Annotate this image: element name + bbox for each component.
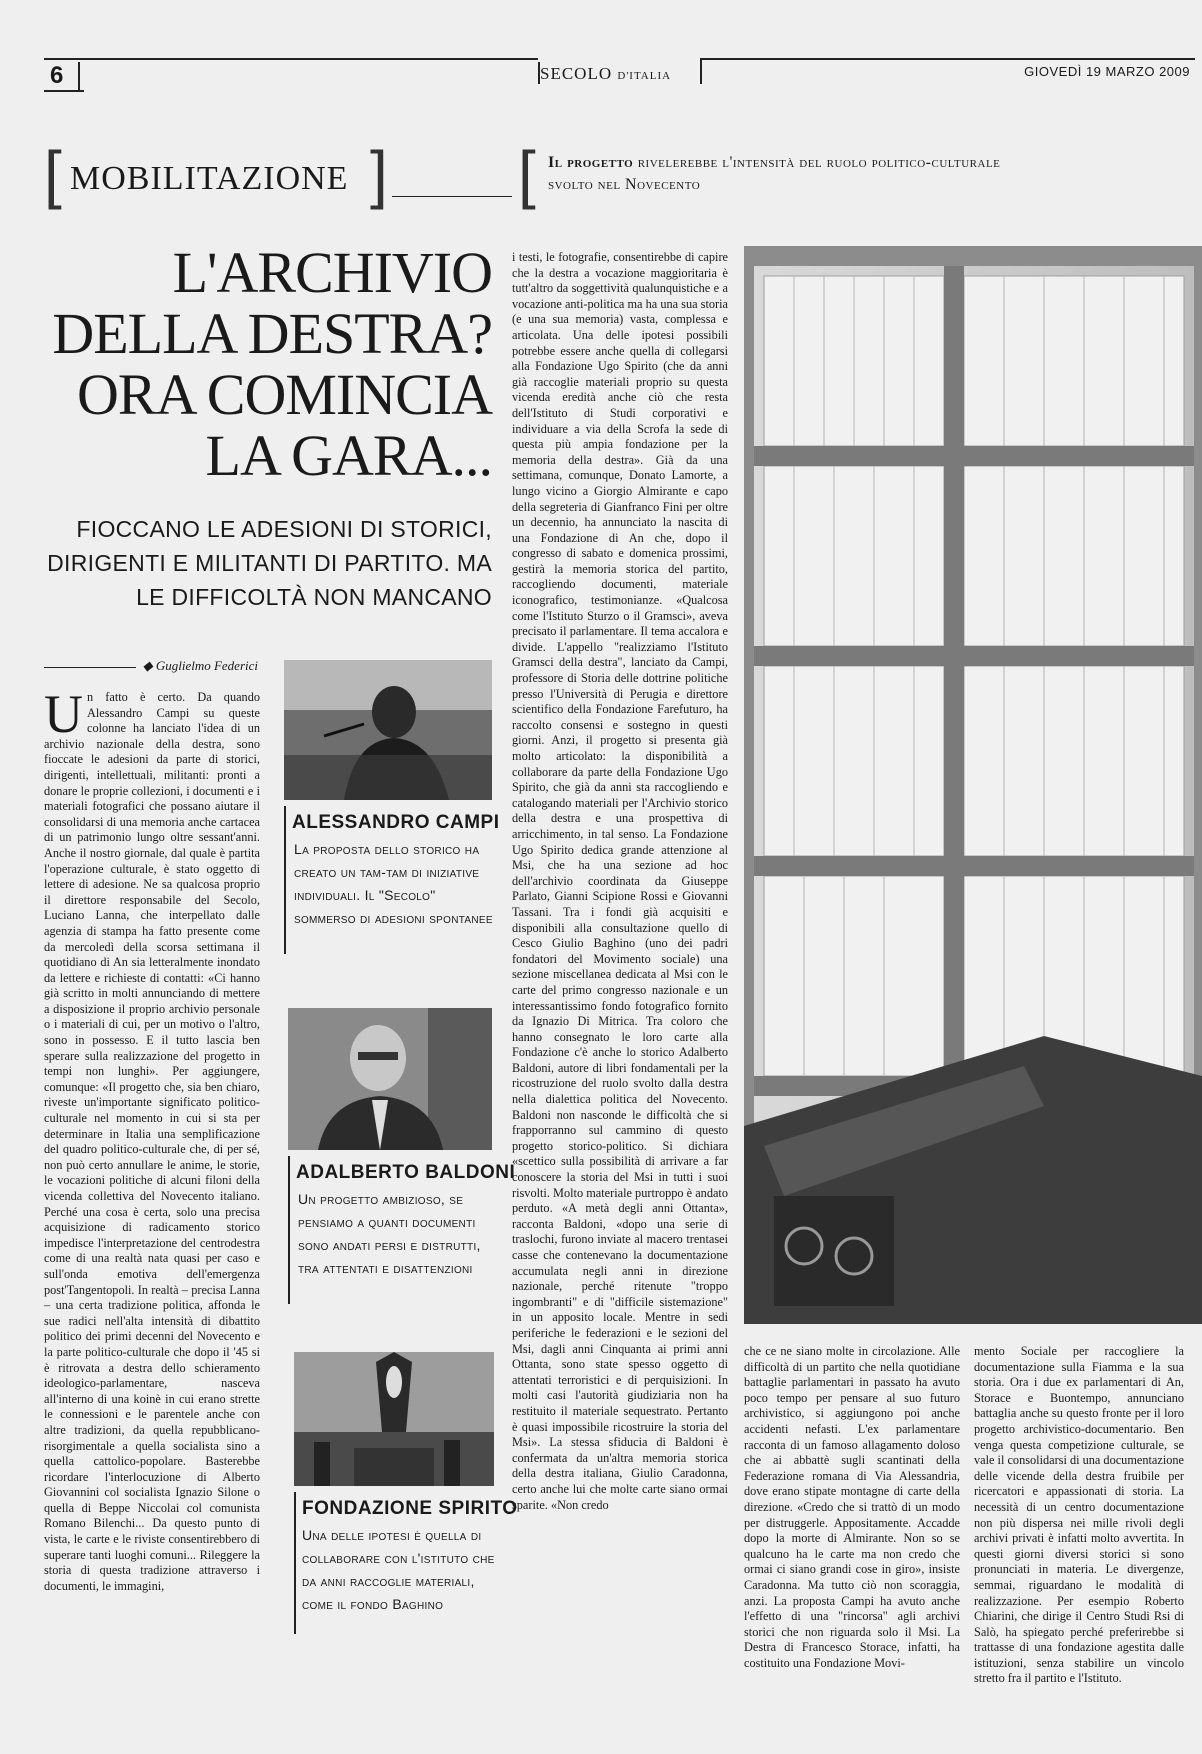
section-bracket-open: [ xyxy=(44,138,62,210)
article-column-5-text: mento Sociale per raccogliere la documentazione sulla Fiamma e la sua storia. Ora i due ex parlamentari di An, Storace e Buontempo, annunciano battaglia anche su questo fronte per il loro progetto archivistico-documentario. Ben venga questa competizione culturale, se vale il consolidarsi di una documentazione delle vicende della destra fruibile per ricercatori e appassionati di storia. La necessità di un centro documentazione non più dispersa nei mille rivoli degli archivi privati è infatti molto avvertita. In questi giorni diversi storici si sono pronunciati in materia. Le divergenze, semmai, riguardano le modalità di realizzazione. Per esempio Roberto Chiarini, che dirige il Centro Studi Rsi di Salò, ha spiegato perché preferirebbe si trattasse di una fondazione agestita dalle istituzioni, senza stabilire un vincolo stretto fra il partito e l'Istituto. xyxy=(974,1344,1185,1686)
article-column-4-text: che ce ne siano molte in circolazione. Alle difficoltà di un partito che nella quotidiane battaglie parlamentari in passato ha avuto poco tempo per pensare al suo futuro archivistico, si aggiungono poi anche accidenti nefasti. L'ex parlamentare racconta di un famoso allagamento doloso che ai abbattè sugli scantinati della Federazione romana di Via Alessandria, dove erano stipate montagne di carte della direzione. «Credo che si trattò di un modo per distruggerle. Appositamente. Accadde dopo la morte di Almirante. Non so se qualcuno ha le carte ma non credo che ormai ci siano grandi cose in giro», insiste Caradonna. Ma tutto ciò non scoraggia, anzi. La proposta Campi ha avuto anche l'effetto di una "rincorsa" agli archivi storici che non riguarda solo il Msi. La Destra di Francesco Storace, infatti, ha costituito una Fondazione Movi- xyxy=(744,1344,960,1670)
kicker-lead: Il progetto xyxy=(548,154,634,171)
caption-text-spirito: Una delle ipotesi è quella di collaborare con l'istituto che da anni raccoglie materiali, come il fondo Baghino xyxy=(302,1527,495,1612)
header-rule-right xyxy=(700,58,1195,60)
caption-name-spirito: FONDAZIONE SPIRITO xyxy=(302,1498,518,1519)
byline: ◆ Guglielmo Federici xyxy=(142,658,258,673)
header-rule-left xyxy=(44,58,538,60)
section-bracket-close: ] xyxy=(370,138,388,210)
photo-fondazione-spirito xyxy=(294,1352,494,1486)
photo-baldoni-image xyxy=(288,1008,492,1150)
masthead-small: D'ITALIA xyxy=(617,70,672,82)
section-label: MOBILITAZIONE xyxy=(70,160,349,197)
caption-text-baldoni: Un progetto ambizioso, se pensiamo a quanti documenti sono andati persi e distrutti, tra attentati e disattenzioni xyxy=(298,1191,481,1276)
article-column-3-text: i testi, le fotografie, consentirebbe di capire che la destra a vocazione maggioritaria è tutt'altro da soggettività qualunquistiche e a vocazione anti-politica ma ha una sua storia (e una sua memoria) vasta, complessa e articolata. Una delle ipotesi possibili potrebbe essere anche quella di collegarsi alla Fondazione Ugo Spirito (che da anni già raccoglie materiali proprio su questa vicenda eredità anche ciò che resta dell'Istituto di Studi corporativi e individuare a via della Scrofa la sede di questa più ampia fondazione per la memoria della destra». Già da una settimana, comunque, Donato Lamorte, a lungo vicino a Giorgio Almirante e capo della segreteria di Gianfranco Fini per oltre un decennio, ha annunciato la nascita di una Fondazione di An che, dopo il congresso di sabato e domenica prossimi, gestirà la memoria storica del partito, raccogliendo documenti, materiale iconografico, testimonianze. «Qualcosa come l'Istituto Sturzo o il Gramsci», aveva precisato il parlamentare. Il tema accalora e divide. L'appello "realizziamo l'Istituto Gramsci della destra", lanciato da Campi, professore di Storia delle dottrine politiche presso l'Università di Perugia e direttore scientifico della Fondazione Farefuturo, ha raccolto consensi e sostegno in questi giorni. Anzi, il progetto si presenta già molto articolato: la disponibilità a collaborare da parte della Fondazione Ugo Spirito, che già da anni sta raccogliendo e catalogando materiali per l'Archivio storico della destra e una prospettiva di arricchimento, in tal senso. La Fondazione Ugo Spirito dedica grande attenzione al Msi, che ha una sezione ad hoc dell'archivio coordinata da Giuseppe Parlato, Gianni Scipione Rossi e Giovanni Tassani. Tra i fondi già acquisiti e disponibili alla consultazione quello di Cesco Giulio Baghino (uno dei padri fondatori del Movimento sociale) una sezione miscellanea dedicata al Msi con le carte del primo congresso nazionale e un interessantissimo fondo fotografico fornito da Ignazio Di Mitrica. Tra coloro che hanno consegnato le loro carte alla Fondazione c'è anche lo storico Adalberto Baldoni, autore di libri fondamentali per la ricostruzione del ruolo svolto dalla destra nella dialettica politica del Novecento. Baldoni non nasconde le difficoltà che si frapporranno sul cammino di questo progetto storico-politico. Si dichiara «scettico sulla possibilità di arrivare a far conoscere la storia del Msi in tutti i suoi risvolti. Molto materiale purtroppo è andato perduto. «A metà degli anni Ottanta», racconta Baldoni, «dopo una serie di traslochi, furono inviate al macero trentasei casse che contenevano la documentazione accumulata negli anni in direzione nazionale, perché ritenute "troppo ingombranti" e di "difficile sistemazione" in un apposito locale. Mentre in sedi periferiche le federazioni e le sezioni del Msi, dagli anni Cinquanta ai primi anni Ottanta, sono state spesso oggetto di attentati terroristici e di perquisizioni. In molti casi l'autorità giudiziaria non ha restituito il materiale sequestrato. Pertanto è quasi impossibile ricostruire la storia del Msi». La stessa sfiducia di Baldoni è confermata da un'altra memoria storica della destra italiana, Giulio Caradonna, certo anche lui che molte carte siano ormai sparite. «Non credo xyxy=(512,250,728,1512)
kicker xyxy=(548,152,1008,196)
subheadline: FIOCCANO LE ADESIONI DI STORICI, DIRIGENTI E MILITANTI DI PARTITO. MA LE DIFFICOLTÀ NON MANCANO xyxy=(47,516,492,610)
photo-alessandro-campi xyxy=(284,660,492,800)
byline-author: Guglielmo Federici xyxy=(155,658,258,673)
dropcap: U xyxy=(44,684,83,744)
headline: L'ARCHIVIO DELLA DESTRA? ORA COMINCIA LA GARA... xyxy=(52,240,492,488)
caption-name-campi: ALESSANDRO CAMPI xyxy=(292,812,500,833)
caption-name-baldoni: ADALBERTO BALDONI xyxy=(296,1162,516,1183)
article-column-5 xyxy=(974,1344,1185,1686)
masthead-divider-right xyxy=(700,58,702,84)
archive-shelves-image xyxy=(744,246,1202,1324)
article-column-1 xyxy=(44,684,260,1714)
caption-rule-baldoni xyxy=(288,1156,290,1304)
caption-text-campi: La proposta dello storico ha creato un tam-tam di iniziative individuali. Il "Secolo" sommerso di adesioni spontanee xyxy=(294,841,493,926)
caption-rule-campi xyxy=(284,806,286,954)
page-number-underline xyxy=(44,90,84,92)
section-rule xyxy=(392,196,512,197)
article-column-1-text: n fatto è certo. Da quando Alessandro Campi su queste colonne ha lanciato l'idea di un archivio nazionale della destra, sono fioccate le adesioni da parte di storici, dirigenti, intellettuali, militanti: pronti a donare le proprie collezioni, i documenti e i materiali fotografici che possano aiutare il consolidarsi di una memoria anche cartacea di un patrimonio lungo oltre sessant'anni. Anche il nostro giornale, dal quale è partita l'operazione culturale, è stato oggetto di lettere di adesione. Ne sa qualcosa proprio il direttore responsabile del Secolo, Luciano Lanna, che interpellato dalle agenzia di stampa ha fatto presente come da mercoledì della scorsa settimana il quotidiano di An sia letteralmente inondato da lettere e richieste di contatti: «Ci hanno già scritto in molti annunciando di mettere a disposizione il proprio archivio personale o i materiali di cui, per un motivo o l'altro, sono in possesso. E il tutto lascia ben sperare sulla realizzazione del progetto in tempi non lunghi». Per aggiungere, comunque: «Il progetto che, sia ben chiaro, riveste un'importante significato politico-culturale nel momento in cui si sta per determinare in Italia una semplificazione del quadro politico-culturale che, di per sé, non può certo annullare le anime, le storie, le vocazioni politiche di alcuni filoni della vicenda collettiva del Novecento italiano. Perché una cosa è certa, solo una precisa acquisizione di radicamento storico impedisce l'interpretazione del centrodestra come di una realtà nata quasi per caso e sull'onda emotiva dell'emergenza post'Tangentopoli. In realtà – precisa Lanna – una certa tradizione politica, affonda le sue radici nell'alta intensità di dibattito politico dei primi decenni del Novecento e la parte politico-culturale che dopo il '45 si è ritrovata a destra dello schieramento ideologico-parlamentare, nasceva all'interno di una koinè in cui erano strette le connessioni e le parentele anche con altre tradizioni, da quella repubblicano-risorgimentale a quella socialista sino a quella cattolico-popolare. Basterebbe ricordare l'interlocuzione di Alberto Giovannini col socialista Ignazio Silone o quella di Beppe Niccolai col comunista Romano Bilenchi... Da questo punto di vista, le carte e le riviste consentirebbero di superare tanti luoghi comuni... Rileggere la storia di questa tradizione attraverso i documenti, le immagini, xyxy=(44,690,260,1593)
photo-adalberto-baldoni xyxy=(288,1008,492,1150)
article-column-3 xyxy=(512,250,728,1710)
page-number-divider xyxy=(78,62,80,90)
kicker-bracket: [ xyxy=(518,138,536,210)
masthead-main: SECOLO xyxy=(540,64,613,83)
caption-rule-spirito xyxy=(294,1492,296,1634)
article-column-4 xyxy=(744,1344,960,1714)
photo-campi-image xyxy=(284,660,492,800)
kicker-text: rivelerebbe l'intensità del ruolo politico-culturale svolto nel Novecento xyxy=(548,154,1001,193)
masthead xyxy=(540,64,671,84)
photo-archive-shelves xyxy=(744,246,1202,1324)
photo-spirito-image xyxy=(294,1352,494,1486)
page-number: 6 xyxy=(50,62,64,89)
issue-date: GIOVEDÌ 19 MARZO 2009 xyxy=(1024,64,1190,79)
